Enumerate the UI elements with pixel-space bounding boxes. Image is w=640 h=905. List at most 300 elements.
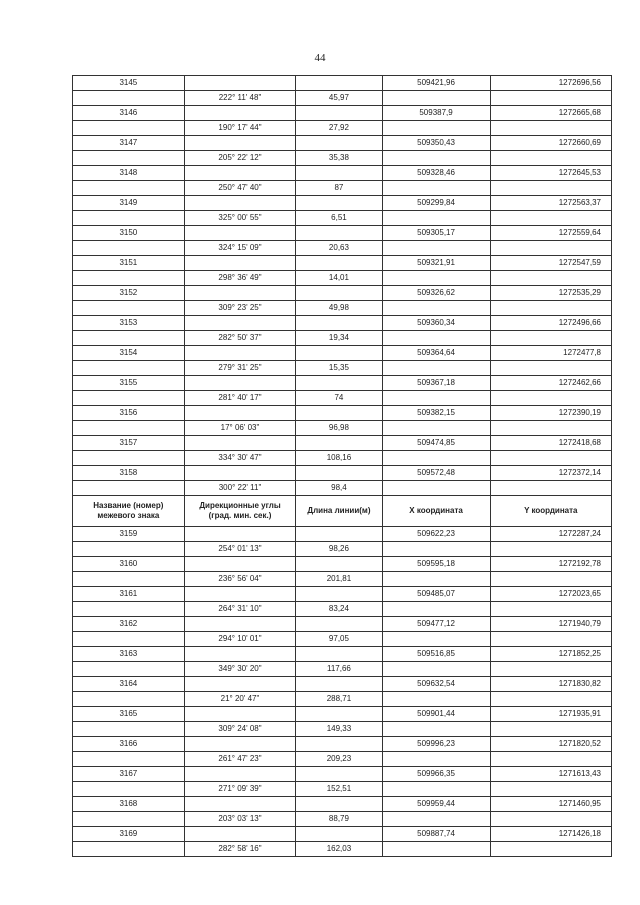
- empty-cell: [490, 91, 611, 106]
- point-row: [73, 527, 612, 542]
- point-name: 3157: [73, 436, 185, 451]
- line-length: 152,51: [296, 782, 382, 797]
- empty-cell: [184, 226, 296, 241]
- segment-row: [73, 481, 612, 496]
- point-name: 3161: [73, 587, 185, 602]
- y-coordinate: 1271613,43: [490, 767, 611, 782]
- segment-row: [73, 602, 612, 617]
- segment-row: [73, 151, 612, 166]
- empty-cell: [382, 542, 490, 557]
- segment-row: [73, 91, 612, 106]
- empty-cell: [382, 602, 490, 617]
- y-coordinate: 1271820,52: [490, 737, 611, 752]
- segment-row: [73, 782, 612, 797]
- empty-cell: [490, 812, 611, 827]
- empty-cell: [382, 842, 490, 857]
- empty-cell: [490, 842, 611, 857]
- x-coordinate: 509996,23: [382, 737, 490, 752]
- empty-cell: [184, 527, 296, 542]
- segment-row: [73, 121, 612, 136]
- segment-row: [73, 451, 612, 466]
- empty-cell: [490, 151, 611, 166]
- page-number: 44: [314, 52, 326, 64]
- line-length: 83,24: [296, 602, 382, 617]
- segment-row: [73, 361, 612, 376]
- empty-cell: [184, 466, 296, 481]
- empty-cell: [382, 241, 490, 256]
- point-row: [73, 436, 612, 451]
- empty-cell: [490, 752, 611, 767]
- empty-cell: [184, 316, 296, 331]
- direction-angle: 250° 47' 40": [184, 181, 296, 196]
- x-coordinate: 509305,17: [382, 226, 490, 241]
- direction-angle: 222° 11' 48": [184, 91, 296, 106]
- x-coordinate: 509382,15: [382, 406, 490, 421]
- y-coordinate: 1272023,65: [490, 587, 611, 602]
- point-name: 3166: [73, 737, 185, 752]
- empty-cell: [382, 391, 490, 406]
- x-coordinate: 509477,12: [382, 617, 490, 632]
- empty-cell: [382, 361, 490, 376]
- empty-cell: [73, 301, 185, 316]
- x-coordinate: 509326,62: [382, 286, 490, 301]
- x-coordinate: 509328,46: [382, 166, 490, 181]
- point-row: [73, 707, 612, 722]
- empty-cell: [382, 211, 490, 226]
- segment-row: [73, 331, 612, 346]
- line-length: 35,38: [296, 151, 382, 166]
- empty-cell: [184, 677, 296, 692]
- segment-row: [73, 542, 612, 557]
- empty-cell: [490, 602, 611, 617]
- segment-row: [73, 722, 612, 737]
- empty-cell: [490, 391, 611, 406]
- line-length: 96,98: [296, 421, 382, 436]
- y-coordinate: 1272287,24: [490, 527, 611, 542]
- empty-cell: [296, 617, 382, 632]
- direction-angle: 324° 15' 09": [184, 241, 296, 256]
- empty-cell: [296, 527, 382, 542]
- table-body-top: [73, 76, 612, 496]
- empty-cell: [382, 662, 490, 677]
- point-row: [73, 376, 612, 391]
- direction-angle: 300° 22' 11": [184, 481, 296, 496]
- empty-cell: [184, 557, 296, 572]
- coordinates-table: [72, 75, 612, 857]
- empty-cell: [73, 572, 185, 587]
- direction-angle: 334° 30' 47": [184, 451, 296, 466]
- point-row: [73, 166, 612, 181]
- x-coordinate: 509595,18: [382, 557, 490, 572]
- y-coordinate: 1272645,53: [490, 166, 611, 181]
- x-coordinate: 509516,85: [382, 647, 490, 662]
- point-name: 3148: [73, 166, 185, 181]
- line-length: 14,01: [296, 271, 382, 286]
- empty-cell: [490, 572, 611, 587]
- empty-cell: [382, 331, 490, 346]
- point-row: [73, 346, 612, 361]
- empty-cell: [184, 136, 296, 151]
- point-row: [73, 557, 612, 572]
- empty-cell: [490, 181, 611, 196]
- empty-cell: [382, 181, 490, 196]
- x-coordinate: 509421,96: [382, 76, 490, 91]
- line-length: 209,23: [296, 752, 382, 767]
- point-row: [73, 737, 612, 752]
- y-coordinate: 1272390,19: [490, 406, 611, 421]
- segment-row: [73, 181, 612, 196]
- empty-cell: [296, 587, 382, 602]
- empty-cell: [73, 662, 185, 677]
- x-coordinate: 509367,18: [382, 376, 490, 391]
- point-row: [73, 767, 612, 782]
- x-coordinate: 509887,74: [382, 827, 490, 842]
- segment-row: [73, 301, 612, 316]
- empty-cell: [296, 196, 382, 211]
- empty-cell: [184, 436, 296, 451]
- table-body-bottom: [73, 527, 612, 857]
- x-coordinate: 509485,07: [382, 587, 490, 602]
- empty-cell: [382, 572, 490, 587]
- line-length: 108,16: [296, 451, 382, 466]
- empty-cell: [490, 421, 611, 436]
- line-length: 98,4: [296, 481, 382, 496]
- line-length: 288,71: [296, 692, 382, 707]
- header-y: Y координата: [490, 496, 611, 527]
- direction-angle: 264° 31' 10": [184, 602, 296, 617]
- empty-cell: [184, 767, 296, 782]
- point-row: [73, 286, 612, 301]
- y-coordinate: 1271830,82: [490, 677, 611, 692]
- empty-cell: [73, 391, 185, 406]
- x-coordinate: 509966,35: [382, 767, 490, 782]
- point-row: [73, 406, 612, 421]
- point-name: 3146: [73, 106, 185, 121]
- header-length: Длина линии(м): [296, 496, 382, 527]
- y-coordinate: 1272665,68: [490, 106, 611, 121]
- line-length: 88,79: [296, 812, 382, 827]
- empty-cell: [296, 166, 382, 181]
- line-length: 149,33: [296, 722, 382, 737]
- point-name: 3169: [73, 827, 185, 842]
- point-row: [73, 136, 612, 151]
- empty-cell: [296, 767, 382, 782]
- empty-cell: [73, 181, 185, 196]
- empty-cell: [184, 737, 296, 752]
- empty-cell: [184, 617, 296, 632]
- empty-cell: [296, 256, 382, 271]
- x-coordinate: 509959,44: [382, 797, 490, 812]
- empty-cell: [184, 106, 296, 121]
- empty-cell: [73, 361, 185, 376]
- empty-cell: [184, 196, 296, 211]
- point-name: 3160: [73, 557, 185, 572]
- point-name: 3162: [73, 617, 185, 632]
- empty-cell: [490, 662, 611, 677]
- line-length: 87: [296, 181, 382, 196]
- segment-row: [73, 241, 612, 256]
- x-coordinate: 509321,91: [382, 256, 490, 271]
- point-name: 3168: [73, 797, 185, 812]
- empty-cell: [296, 797, 382, 812]
- y-coordinate: 1271852,25: [490, 647, 611, 662]
- y-coordinate: 1272477,8: [490, 346, 611, 361]
- y-coordinate: 1272372,14: [490, 466, 611, 481]
- segment-row: [73, 421, 612, 436]
- empty-cell: [296, 737, 382, 752]
- y-coordinate: 1272462,66: [490, 376, 611, 391]
- y-coordinate: 1272660,69: [490, 136, 611, 151]
- header-angles: Дирекционные углы (град. мин. сек.): [184, 496, 296, 527]
- empty-cell: [296, 647, 382, 662]
- point-name: 3151: [73, 256, 185, 271]
- empty-cell: [73, 542, 185, 557]
- empty-cell: [73, 331, 185, 346]
- point-row: [73, 617, 612, 632]
- empty-cell: [73, 481, 185, 496]
- point-name: 3167: [73, 767, 185, 782]
- y-coordinate: 1272192,78: [490, 557, 611, 572]
- direction-angle: 294° 10' 01": [184, 632, 296, 647]
- empty-cell: [73, 421, 185, 436]
- empty-cell: [382, 91, 490, 106]
- point-row: [73, 466, 612, 481]
- direction-angle: 298° 36' 49": [184, 271, 296, 286]
- segment-row: [73, 692, 612, 707]
- table-header: [73, 496, 612, 527]
- empty-cell: [382, 752, 490, 767]
- empty-cell: [73, 842, 185, 857]
- segment-row: [73, 812, 612, 827]
- point-row: [73, 827, 612, 842]
- empty-cell: [73, 782, 185, 797]
- y-coordinate: 1271460,95: [490, 797, 611, 812]
- point-row: [73, 106, 612, 121]
- x-coordinate: 509632,54: [382, 677, 490, 692]
- direction-angle: 282° 50' 37": [184, 331, 296, 346]
- empty-cell: [73, 602, 185, 617]
- empty-cell: [296, 436, 382, 451]
- empty-cell: [382, 782, 490, 797]
- x-coordinate: 509901,44: [382, 707, 490, 722]
- empty-cell: [296, 677, 382, 692]
- empty-cell: [73, 812, 185, 827]
- direction-angle: 309° 24' 08": [184, 722, 296, 737]
- direction-angle: 254° 01' 13": [184, 542, 296, 557]
- direction-angle: 261° 47' 23": [184, 752, 296, 767]
- y-coordinate: 1272418,68: [490, 436, 611, 451]
- point-name: 3145: [73, 76, 185, 91]
- empty-cell: [490, 722, 611, 737]
- line-length: 117,66: [296, 662, 382, 677]
- segment-row: [73, 572, 612, 587]
- empty-cell: [382, 692, 490, 707]
- y-coordinate: 1272696,56: [490, 76, 611, 91]
- direction-angle: 282° 58' 16": [184, 842, 296, 857]
- empty-cell: [490, 632, 611, 647]
- point-name: 3150: [73, 226, 185, 241]
- empty-cell: [490, 211, 611, 226]
- line-length: 27,92: [296, 121, 382, 136]
- empty-cell: [73, 632, 185, 647]
- y-coordinate: 1271940,79: [490, 617, 611, 632]
- point-name: 3152: [73, 286, 185, 301]
- point-row: [73, 316, 612, 331]
- line-length: 74: [296, 391, 382, 406]
- y-coordinate: 1272563,37: [490, 196, 611, 211]
- empty-cell: [73, 211, 185, 226]
- direction-angle: 325° 00' 55": [184, 211, 296, 226]
- x-coordinate: 509387,9: [382, 106, 490, 121]
- point-name: 3156: [73, 406, 185, 421]
- point-name: 3153: [73, 316, 185, 331]
- segment-row: [73, 271, 612, 286]
- empty-cell: [382, 121, 490, 136]
- empty-cell: [73, 151, 185, 166]
- direction-angle: 21° 20' 47": [184, 692, 296, 707]
- empty-cell: [73, 241, 185, 256]
- empty-cell: [184, 707, 296, 722]
- x-coordinate: 509622,23: [382, 527, 490, 542]
- empty-cell: [184, 166, 296, 181]
- empty-cell: [382, 421, 490, 436]
- header-x: X координата: [382, 496, 490, 527]
- y-coordinate: 1271426,18: [490, 827, 611, 842]
- point-name: 3159: [73, 527, 185, 542]
- empty-cell: [73, 121, 185, 136]
- x-coordinate: 509572,48: [382, 466, 490, 481]
- empty-cell: [490, 451, 611, 466]
- empty-cell: [490, 241, 611, 256]
- empty-cell: [184, 256, 296, 271]
- line-length: 49,98: [296, 301, 382, 316]
- direction-angle: 349° 30' 20": [184, 662, 296, 677]
- line-length: 98,26: [296, 542, 382, 557]
- y-coordinate: 1272559,64: [490, 226, 611, 241]
- direction-angle: 205° 22' 12": [184, 151, 296, 166]
- empty-cell: [382, 632, 490, 647]
- empty-cell: [184, 406, 296, 421]
- line-length: 20,63: [296, 241, 382, 256]
- empty-cell: [296, 76, 382, 91]
- empty-cell: [490, 481, 611, 496]
- y-coordinate: 1272535,29: [490, 286, 611, 301]
- empty-cell: [184, 587, 296, 602]
- empty-cell: [296, 827, 382, 842]
- point-row: [73, 797, 612, 812]
- empty-cell: [490, 331, 611, 346]
- line-length: 162,03: [296, 842, 382, 857]
- point-row: [73, 196, 612, 211]
- point-name: 3149: [73, 196, 185, 211]
- point-name: 3163: [73, 647, 185, 662]
- x-coordinate: 509364,64: [382, 346, 490, 361]
- x-coordinate: 509474,85: [382, 436, 490, 451]
- empty-cell: [73, 91, 185, 106]
- segment-row: [73, 662, 612, 677]
- empty-cell: [184, 76, 296, 91]
- empty-cell: [73, 271, 185, 286]
- empty-cell: [184, 647, 296, 662]
- empty-cell: [296, 406, 382, 421]
- point-name: 3147: [73, 136, 185, 151]
- point-name: 3155: [73, 376, 185, 391]
- point-row: [73, 587, 612, 602]
- direction-angle: 281° 40' 17": [184, 391, 296, 406]
- segment-row: [73, 211, 612, 226]
- empty-cell: [184, 376, 296, 391]
- empty-cell: [382, 812, 490, 827]
- empty-cell: [382, 301, 490, 316]
- empty-cell: [382, 151, 490, 166]
- direction-angle: 279° 31' 25": [184, 361, 296, 376]
- empty-cell: [490, 301, 611, 316]
- empty-cell: [296, 466, 382, 481]
- y-coordinate: 1272547,59: [490, 256, 611, 271]
- empty-cell: [490, 361, 611, 376]
- x-coordinate: 509350,43: [382, 136, 490, 151]
- point-name: 3154: [73, 346, 185, 361]
- direction-angle: 309° 23' 25": [184, 301, 296, 316]
- empty-cell: [73, 752, 185, 767]
- direction-angle: 271° 09' 39": [184, 782, 296, 797]
- empty-cell: [296, 106, 382, 121]
- x-coordinate: 509299,84: [382, 196, 490, 211]
- empty-cell: [184, 286, 296, 301]
- direction-angle: 236° 56' 04": [184, 572, 296, 587]
- empty-cell: [490, 121, 611, 136]
- point-row: [73, 256, 612, 271]
- point-row: [73, 647, 612, 662]
- line-length: 15,35: [296, 361, 382, 376]
- point-name: 3165: [73, 707, 185, 722]
- header-name: Название (номер) межевого знака: [73, 496, 185, 527]
- line-length: 45,97: [296, 91, 382, 106]
- y-coordinate: 1272496,66: [490, 316, 611, 331]
- point-name: 3158: [73, 466, 185, 481]
- point-row: [73, 226, 612, 241]
- empty-cell: [73, 692, 185, 707]
- segment-row: [73, 752, 612, 767]
- empty-cell: [184, 797, 296, 812]
- empty-cell: [296, 557, 382, 572]
- empty-cell: [296, 136, 382, 151]
- x-coordinate: 509360,34: [382, 316, 490, 331]
- segment-row: [73, 632, 612, 647]
- empty-cell: [73, 722, 185, 737]
- point-name: 3164: [73, 677, 185, 692]
- line-length: 97,05: [296, 632, 382, 647]
- empty-cell: [184, 346, 296, 361]
- empty-cell: [382, 722, 490, 737]
- empty-cell: [490, 692, 611, 707]
- empty-cell: [296, 346, 382, 361]
- empty-cell: [296, 226, 382, 241]
- empty-cell: [490, 271, 611, 286]
- line-length: 19,34: [296, 331, 382, 346]
- empty-cell: [490, 542, 611, 557]
- empty-cell: [382, 481, 490, 496]
- line-length: 201,81: [296, 572, 382, 587]
- empty-cell: [296, 707, 382, 722]
- point-row: [73, 76, 612, 91]
- direction-angle: 190° 17' 44": [184, 121, 296, 136]
- direction-angle: 203° 03' 13": [184, 812, 296, 827]
- segment-row: [73, 391, 612, 406]
- direction-angle: 17° 06' 03": [184, 421, 296, 436]
- y-coordinate: 1271935,91: [490, 707, 611, 722]
- point-row: [73, 677, 612, 692]
